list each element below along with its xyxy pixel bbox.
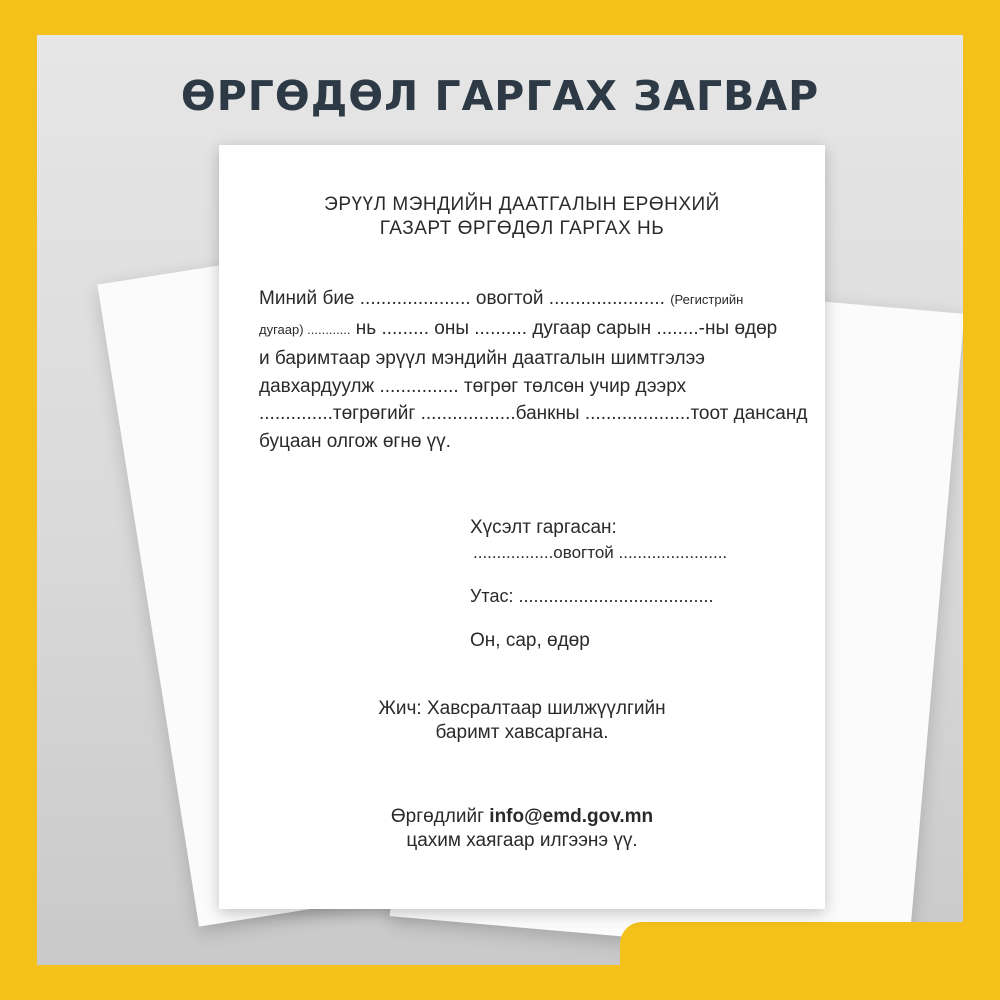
body-line-6: буцаан олгож өгнө үү. (259, 431, 451, 452)
note-line-2: баримт хавсаргана. (435, 722, 609, 743)
applicant-label: Хүсэлт гаргасан: (470, 517, 617, 538)
body-line-4: давхардуулж ............... төгрөг төлсөн учир дээрх (259, 376, 687, 397)
form-heading (219, 193, 825, 241)
attachment-note (219, 697, 825, 745)
date-label: Он, сар, өдөр (470, 630, 590, 651)
body-line-5: ..............төгрөгийг ..................банкны ....................тоот дансанд (259, 403, 808, 424)
body-line-1: Миний бие ..................... овогтой ...................... (Регистрийн (259, 288, 744, 309)
footer-line-2: цахим хаягаар илгээнэ үү. (406, 830, 638, 851)
footer-line-1: Өргөдлийг info@emd.gov.mn (390, 806, 654, 827)
email-link[interactable]: info@emd.gov.mn (489, 806, 654, 827)
page-title: ӨРГӨДӨЛ ГАРГАХ ЗАГВАР (180, 72, 820, 120)
body-line-3: и баримтаар эрүүл мэндийн даатгалын шимтгэлээ (259, 348, 705, 369)
applicant-name-line: .................овогтой ....................... (473, 543, 728, 562)
form-heading-line-1: ЭРҮҮЛ МЭНДИЙН ДААТГАЛЫН ЕРӨНХИЙ (324, 194, 720, 215)
phone-line: Утас: ....................................... (470, 586, 714, 606)
footer-instruction (219, 805, 825, 853)
body-line-2: дугаар) ............ нь ......... оны .......... дугаар сарын ........-ны өдөр (259, 318, 778, 339)
note-line-1: Жич: Хавсралтаар шилжүүлгийн (378, 698, 666, 719)
corner-accent (620, 922, 1000, 1000)
application-form-sheet (219, 145, 825, 909)
form-heading-line-2: ГАЗАРТ ӨРГӨДӨЛ ГАРГАХ НЬ (379, 218, 665, 239)
